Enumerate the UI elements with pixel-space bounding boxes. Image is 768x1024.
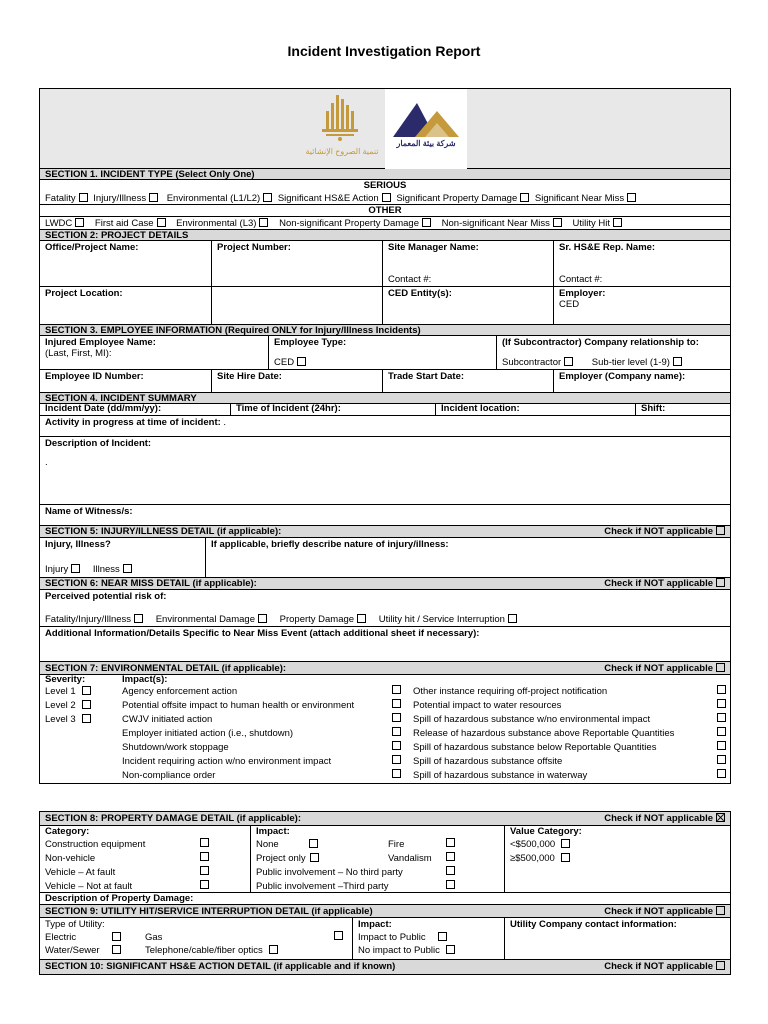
project-location-field[interactable] bbox=[40, 287, 212, 324]
perceived-risk-label: Perceived potential risk of: bbox=[45, 591, 167, 602]
level-3-label: Level 3 bbox=[45, 714, 76, 725]
witness-label: Name of Witness/s: bbox=[45, 506, 133, 517]
sig-near-miss-checkbox[interactable] bbox=[627, 193, 636, 202]
impact-spill-below-label: Spill of hazardous substance below Reportable Quantities bbox=[413, 742, 657, 753]
value-under-label: <$500,000 bbox=[510, 839, 556, 850]
level-1-checkbox[interactable] bbox=[82, 686, 91, 695]
impact-public-no-third-label: Public involvement – No third party bbox=[256, 867, 403, 878]
near-miss-additional-field[interactable] bbox=[40, 627, 730, 662]
impact-shutdown-label: Shutdown/work stoppage bbox=[122, 742, 229, 753]
trade-start-date-field[interactable] bbox=[383, 370, 554, 392]
nonsig-near-miss-checkbox[interactable] bbox=[553, 218, 562, 227]
cat-vehicle-at-fault-label: Vehicle – At fault bbox=[45, 867, 116, 878]
impact-public-checkbox[interactable] bbox=[438, 932, 447, 941]
employee-type-label: Employee Type: bbox=[274, 337, 347, 348]
employee-type-field bbox=[269, 336, 497, 369]
employee-id-field[interactable] bbox=[40, 370, 212, 392]
employer-company-label: Employer (Company name): bbox=[559, 371, 686, 382]
section-4-header: SECTION 4. INCIDENT SUMMARY bbox=[40, 393, 730, 404]
description-value: . bbox=[45, 457, 48, 468]
impact-cwjv-label: CWJV initiated action bbox=[122, 714, 213, 725]
impact-employer-checkbox[interactable] bbox=[392, 727, 401, 736]
damage-impact-column bbox=[251, 826, 505, 892]
impact-spill-below-checkbox[interactable] bbox=[717, 741, 726, 750]
report-form-part2 bbox=[39, 811, 731, 975]
value-over-label: ≥$500,000 bbox=[510, 853, 555, 864]
sig-hse-action-checkbox[interactable] bbox=[382, 193, 391, 202]
activity-label: Activity in progress at time of incident: bbox=[45, 417, 221, 428]
section-2-header: SECTION 2: PROJECT DETAILS bbox=[40, 230, 730, 241]
impact-spill-waterway-label: Spill of hazardous substance in waterway bbox=[413, 770, 588, 781]
subtier-checkbox[interactable] bbox=[673, 357, 682, 366]
sig-near-miss-label: Significant Near Miss bbox=[534, 193, 625, 204]
utility-telephone-checkbox[interactable] bbox=[269, 945, 278, 954]
logo1-text: تنمية الصروح الإنشائية bbox=[305, 147, 379, 156]
risk-utility-checkbox[interactable] bbox=[508, 614, 517, 623]
impact-spill-no-env-checkbox[interactable] bbox=[717, 713, 726, 722]
impact-public-no-third-checkbox[interactable] bbox=[446, 866, 455, 875]
environmental-l3-label: Environmental (L3) bbox=[176, 218, 257, 229]
injury-illness-label: Injury/Illness bbox=[93, 193, 147, 204]
other-label: OTHER bbox=[40, 205, 730, 217]
impacts-left-column bbox=[122, 675, 405, 783]
value-category-label: Value Category: bbox=[510, 826, 582, 837]
injury-checkbox[interactable] bbox=[71, 564, 80, 573]
s9-check-na-label: Check if NOT applicable bbox=[604, 906, 713, 917]
utility-row bbox=[40, 918, 730, 960]
impact-offsite-checkbox[interactable] bbox=[392, 699, 401, 708]
s7-not-applicable-checkbox[interactable] bbox=[716, 663, 725, 672]
property-damage-description-label: Description of Property Damage: bbox=[45, 893, 194, 904]
serious-label: SERIOUS bbox=[363, 180, 407, 191]
injured-employee-sublabel: (Last, First, MI): bbox=[45, 348, 112, 359]
value-under-checkbox[interactable] bbox=[561, 839, 570, 848]
s10-not-applicable-checkbox[interactable] bbox=[716, 961, 725, 970]
hse-rep-contact-label: Contact #: bbox=[559, 274, 603, 285]
utility-hit-checkbox[interactable] bbox=[613, 218, 622, 227]
cat-construction-checkbox[interactable] bbox=[200, 838, 209, 847]
risk-fatality-checkbox[interactable] bbox=[134, 614, 143, 623]
impact-agency-label: Agency enforcement action bbox=[122, 686, 238, 697]
illness-checkbox[interactable] bbox=[123, 564, 132, 573]
section-3-header: SECTION 3. EMPLOYEE INFORMATION (Required ONLY for Injury/Illness Incidents) bbox=[40, 325, 730, 336]
s5-check-na-label: Check if NOT applicable bbox=[604, 526, 713, 537]
environmental-l3-checkbox[interactable] bbox=[259, 218, 268, 227]
section-5-header: SECTION 5: INJURY/ILLNESS DETAIL (if applicable): Check if NOT applicable bbox=[40, 526, 730, 538]
utility-water-checkbox[interactable] bbox=[112, 945, 121, 954]
incident-location-label: Incident location: bbox=[441, 404, 520, 414]
section-7-header: SECTION 7: ENVIRONMENTAL DETAIL (if applicable): Check if NOT applicable bbox=[40, 662, 730, 675]
damage-category-label: Category: bbox=[45, 826, 90, 837]
utility-gas-checkbox[interactable] bbox=[334, 931, 343, 940]
project-row-2 bbox=[40, 287, 730, 325]
project-row-1 bbox=[40, 241, 730, 287]
office-project-name-label: Office/Project Name: bbox=[45, 242, 139, 253]
shift-label: Shift: bbox=[641, 404, 666, 414]
cat-vehicle-not-at-fault-checkbox[interactable] bbox=[200, 880, 209, 889]
no-impact-public-checkbox[interactable] bbox=[446, 945, 455, 954]
impact-fire-label: Fire bbox=[388, 839, 405, 850]
value-category-column bbox=[505, 826, 730, 892]
no-impact-public-label: No impact to Public bbox=[358, 945, 440, 956]
cat-vehicle-not-at-fault-label: Vehicle – Not at fault bbox=[45, 881, 133, 892]
level-2-label: Level 2 bbox=[45, 700, 76, 711]
impact-none-checkbox[interactable] bbox=[309, 839, 318, 848]
impact-public-label: Impact to Public bbox=[358, 932, 426, 943]
employer-label: Employer: bbox=[559, 288, 606, 299]
hse-rep-field[interactable] bbox=[554, 241, 730, 286]
damage-impact-label: Impact: bbox=[256, 826, 290, 837]
impact-agency-checkbox[interactable] bbox=[392, 685, 401, 694]
section-9-header: SECTION 9: UTILITY HIT/SERVICE INTERRUPTION DETAIL (if applicable) Check if NOT applicable bbox=[40, 905, 730, 918]
cat-nonvehicle-checkbox[interactable] bbox=[200, 852, 209, 861]
section-1-header: SECTION 1. INCIDENT TYPE (Select Only One) bbox=[40, 169, 730, 180]
tanmiya-logo bbox=[302, 91, 382, 167]
utility-impact-label: Impact: bbox=[358, 919, 392, 930]
subtier-label: Sub-tier level (1-9) bbox=[591, 357, 670, 368]
property-damage-row bbox=[40, 826, 730, 893]
injury-description-label: If applicable, briefly describe nature of injury/illness: bbox=[211, 539, 449, 550]
activity-field[interactable] bbox=[40, 416, 730, 437]
impact-water-label: Potential impact to water resources bbox=[413, 700, 562, 711]
site-manager-contact-label: Contact #: bbox=[388, 274, 432, 285]
cat-nonvehicle-label: Non-vehicle bbox=[45, 853, 96, 864]
utility-type-label: Type of Utility: bbox=[45, 919, 105, 930]
employee-id-label: Employee ID Number: bbox=[45, 371, 144, 382]
witness-field[interactable] bbox=[40, 505, 730, 526]
risk-property-checkbox[interactable] bbox=[357, 614, 366, 623]
s5-not-applicable-checkbox[interactable] bbox=[716, 526, 725, 535]
perceived-risk-field bbox=[40, 590, 730, 627]
utility-electric-label: Electric bbox=[45, 932, 77, 943]
injury-illness-field bbox=[40, 538, 206, 577]
severity-label: Severity: bbox=[45, 674, 86, 685]
impact-public-third-checkbox[interactable] bbox=[446, 880, 455, 889]
logo-row bbox=[40, 89, 730, 169]
illness-label: Illness bbox=[92, 564, 120, 575]
s6-check-na-label: Check if NOT applicable bbox=[604, 578, 713, 589]
fatality-checkbox[interactable] bbox=[79, 193, 88, 202]
fatality-label: Fatality bbox=[45, 193, 76, 204]
other-row bbox=[40, 217, 730, 230]
sig-hse-action-label: Significant HS&E Action bbox=[277, 193, 379, 204]
utility-electric-checkbox[interactable] bbox=[112, 932, 121, 941]
section-8-header: SECTION 8: PROPERTY DAMAGE DETAIL (if applicable): Check if NOT applicable bbox=[40, 812, 730, 826]
employee-row-2 bbox=[40, 370, 730, 393]
injured-employee-label: Injured Employee Name: bbox=[45, 337, 156, 348]
site-manager-field[interactable] bbox=[383, 241, 554, 286]
ced-entity-label: CED Entity(s): bbox=[388, 288, 452, 299]
utility-contact-field[interactable] bbox=[505, 918, 730, 959]
near-miss-additional-label: Additional Information/Details Specific to Near Miss Event (attach additional sheet if necessary): bbox=[45, 628, 480, 639]
environmental-detail bbox=[40, 675, 730, 783]
employer-company-field[interactable] bbox=[554, 370, 730, 392]
impact-spill-offsite-checkbox[interactable] bbox=[717, 755, 726, 764]
site-manager-label: Site Manager Name: bbox=[388, 242, 479, 253]
damage-category-column bbox=[40, 826, 251, 892]
injury-label: Injury bbox=[45, 564, 69, 575]
impact-spill-offsite-label: Spill of hazardous substance offsite bbox=[413, 756, 563, 767]
report-form-part1 bbox=[39, 88, 731, 784]
impact-release-above-checkbox[interactable] bbox=[717, 727, 726, 736]
shift-field[interactable] bbox=[636, 404, 730, 415]
lwdc-label: LWDC bbox=[45, 218, 73, 229]
environmental-l1l2-checkbox[interactable] bbox=[263, 193, 272, 202]
impact-no-env-checkbox[interactable] bbox=[392, 755, 401, 764]
hse-rep-label: Sr. HS&E Rep. Name: bbox=[559, 242, 656, 253]
ced-entity-field[interactable] bbox=[383, 287, 554, 324]
utility-gas-label: Gas bbox=[145, 932, 163, 943]
impact-release-above-label: Release of hazardous substance above Reportable Quantities bbox=[413, 728, 675, 739]
section-10-header: SECTION 10: SIGNIFICANT HS&E ACTION DETAIL (if applicable and if known) Check if NOT applicable bbox=[40, 960, 730, 974]
incident-summary-row bbox=[40, 404, 730, 416]
impact-project-only-label: Project only bbox=[256, 853, 306, 864]
nonsig-property-damage-label: Non-significant Property Damage bbox=[279, 218, 420, 229]
incident-date-field[interactable] bbox=[40, 404, 231, 415]
level-3-checkbox[interactable] bbox=[82, 714, 91, 723]
project-number-label: Project Number: bbox=[217, 242, 291, 253]
environmental-l1l2-label: Environmental (L1/L2) bbox=[166, 193, 261, 204]
description-field[interactable] bbox=[40, 437, 730, 505]
site-hire-date-field[interactable] bbox=[212, 370, 383, 392]
s9-not-applicable-checkbox[interactable] bbox=[716, 906, 725, 915]
subcontractor-relationship-label: (If Subcontractor) Company relationship to: bbox=[502, 337, 699, 348]
level-1-label: Level 1 bbox=[45, 686, 76, 697]
risk-property-label: Property Damage bbox=[279, 614, 355, 625]
severity-column bbox=[40, 675, 122, 783]
project-number-field[interactable] bbox=[212, 241, 383, 286]
sig-property-damage-checkbox[interactable] bbox=[520, 193, 529, 202]
first-aid-checkbox[interactable] bbox=[157, 218, 166, 227]
serious-row bbox=[40, 192, 730, 205]
subcontractor-relationship-field bbox=[497, 336, 730, 369]
impact-project-only-checkbox[interactable] bbox=[310, 853, 319, 862]
risk-fatality-label: Fatality/Injury/Illness bbox=[45, 614, 132, 625]
impact-water-checkbox[interactable] bbox=[717, 699, 726, 708]
nonsig-near-miss-label: Non-significant Near Miss bbox=[441, 218, 550, 229]
impact-shutdown-checkbox[interactable] bbox=[392, 741, 401, 750]
nonsig-property-damage-checkbox[interactable] bbox=[422, 218, 431, 227]
s8-check-na-label: Check if NOT applicable bbox=[604, 813, 713, 824]
employer-value: CED bbox=[559, 299, 580, 310]
activity-value: . bbox=[223, 417, 227, 428]
impacts-label: Impact(s): bbox=[122, 674, 168, 685]
property-damage-description-field[interactable] bbox=[40, 893, 730, 905]
impact-noncompliance-label: Non-compliance order bbox=[122, 770, 216, 781]
s6-not-applicable-checkbox[interactable] bbox=[716, 578, 725, 587]
utility-type-column bbox=[40, 918, 353, 959]
s8-not-applicable-checkbox[interactable] bbox=[716, 813, 725, 822]
cat-vehicle-at-fault-checkbox[interactable] bbox=[200, 866, 209, 875]
office-project-name-field[interactable] bbox=[40, 241, 212, 286]
incident-time-field[interactable] bbox=[231, 404, 436, 415]
impact-offsite-label: Potential offsite impact to human health or environment bbox=[122, 700, 355, 711]
incident-date-label: Incident Date (dd/mm/yy): bbox=[45, 404, 162, 414]
impact-other-notification-label: Other instance requiring off-project notification bbox=[413, 686, 608, 697]
impact-cwjv-checkbox[interactable] bbox=[392, 713, 401, 722]
description-label: Description of Incident: bbox=[45, 438, 152, 449]
utility-hit-label: Utility Hit bbox=[572, 218, 611, 229]
injury-row bbox=[40, 538, 730, 578]
logo2-text: شركة بيئة المعمار bbox=[396, 139, 456, 148]
s10-check-na-label: Check if NOT applicable bbox=[604, 961, 713, 972]
project-location-value[interactable] bbox=[212, 287, 383, 324]
subcontractor-label: Subcontractor bbox=[502, 357, 562, 368]
impact-employer-label: Employer initiated action (i.e., shutdown) bbox=[122, 728, 294, 739]
beeat-almemar-logo bbox=[385, 89, 467, 169]
impact-spill-waterway-checkbox[interactable] bbox=[717, 769, 726, 778]
impacts-right-column bbox=[405, 675, 730, 783]
ced-type-checkbox[interactable] bbox=[297, 357, 306, 366]
utility-impact-column bbox=[353, 918, 505, 959]
impact-no-env-label: Incident requiring action w/no environment impact bbox=[122, 756, 332, 767]
impact-fire-checkbox[interactable] bbox=[446, 838, 455, 847]
injury-description-field[interactable] bbox=[206, 538, 730, 577]
incident-time-label: Time of Incident (24hr): bbox=[236, 404, 341, 414]
incident-location-field[interactable] bbox=[436, 404, 636, 415]
project-location-label: Project Location: bbox=[45, 288, 123, 299]
subcontractor-checkbox[interactable] bbox=[564, 357, 573, 366]
site-hire-date-label: Site Hire Date: bbox=[217, 371, 282, 382]
ced-type-label: CED bbox=[274, 357, 295, 368]
utility-telephone-label: Telephone/cable/fiber optics bbox=[145, 945, 263, 956]
s7-check-na-label: Check if NOT applicable bbox=[604, 663, 713, 674]
impact-public-third-label: Public involvement –Third party bbox=[256, 881, 389, 892]
injury-illness-checkbox[interactable] bbox=[149, 193, 158, 202]
employer-field[interactable] bbox=[554, 287, 730, 324]
lwdc-checkbox[interactable] bbox=[75, 218, 84, 227]
section-6-header: SECTION 6: NEAR MISS DETAIL (if applicable): Check if NOT applicable bbox=[40, 578, 730, 590]
impact-vandalism-label: Vandalism bbox=[388, 853, 432, 864]
sig-property-damage-label: Significant Property Damage bbox=[396, 193, 518, 204]
value-over-checkbox[interactable] bbox=[561, 853, 570, 862]
risk-environmental-checkbox[interactable] bbox=[258, 614, 267, 623]
injury-illness-question: Injury, Illness? bbox=[45, 539, 111, 550]
utility-water-label: Water/Sewer bbox=[45, 945, 100, 956]
injured-employee-field[interactable] bbox=[40, 336, 269, 369]
trade-start-date-label: Trade Start Date: bbox=[388, 371, 465, 382]
utility-contact-label: Utility Company contact information: bbox=[510, 919, 677, 930]
impact-spill-no-env-label: Spill of hazardous substance w/no environmental impact bbox=[413, 714, 651, 725]
risk-utility-label: Utility hit / Service Interruption bbox=[378, 614, 505, 625]
cat-construction-label: Construction equipment bbox=[45, 839, 146, 850]
impact-vandalism-checkbox[interactable] bbox=[446, 852, 455, 861]
page-title: Incident Investigation Report bbox=[287, 43, 481, 59]
impact-noncompliance-checkbox[interactable] bbox=[392, 769, 401, 778]
employee-row-1 bbox=[40, 336, 730, 370]
first-aid-label: First aid Case bbox=[94, 218, 154, 229]
level-2-checkbox[interactable] bbox=[82, 700, 91, 709]
risk-environmental-label: Environmental Damage bbox=[155, 614, 255, 625]
impact-none-label: None bbox=[256, 839, 279, 850]
impact-other-notification-checkbox[interactable] bbox=[717, 685, 726, 694]
